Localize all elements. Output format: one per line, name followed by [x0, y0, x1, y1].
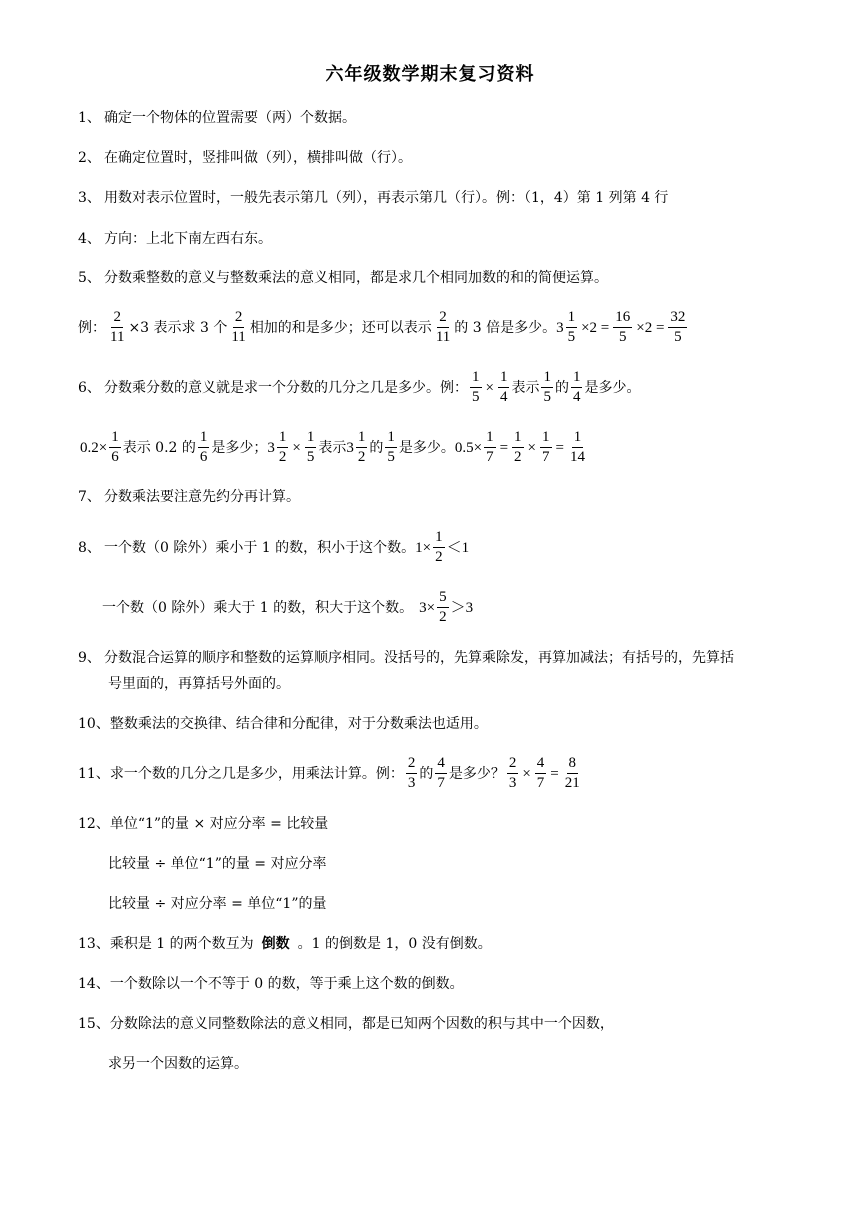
keyword-bold: 倒数: [261, 936, 290, 952]
item-12: [78, 814, 328, 834]
fraction: [613, 308, 632, 347]
math-op: ×: [527, 439, 537, 456]
math-op: ×: [485, 379, 494, 396]
text-segment: 是多少；: [211, 439, 268, 456]
item-number: 3、: [78, 190, 101, 206]
item-14: [78, 974, 464, 994]
fraction: [512, 428, 524, 467]
item-9-line-2: [108, 674, 290, 694]
item-text: 比较量 ÷ 单位“1”的量 = 对应分率: [108, 856, 327, 872]
item-13: [78, 934, 492, 954]
item-text: 分数乘分数的意义就是求一个分数的几分之几是多少。例：: [104, 379, 468, 396]
denominator: 5: [472, 389, 480, 405]
numerator: 1: [385, 428, 397, 448]
item-text: 方向：上北下南左西右东。: [104, 231, 272, 247]
denominator: 5: [306, 449, 315, 465]
item-7: [78, 487, 300, 507]
item-number: 14、: [78, 976, 110, 992]
item-number: 2、: [78, 150, 101, 166]
item-number: 13、: [78, 936, 110, 952]
item-10: [78, 714, 488, 734]
item-11: [78, 754, 584, 793]
denominator: 11: [110, 329, 125, 345]
denominator: 21: [564, 775, 580, 791]
denominator: 7: [542, 449, 550, 465]
item-text: 求一个数的几分之几是多少，用乘法计算。例：: [109, 765, 404, 782]
item-3: [78, 188, 668, 208]
fraction: [356, 428, 368, 467]
denominator: 2: [357, 449, 366, 465]
item-number: 7、: [78, 489, 101, 505]
math-op: =: [550, 765, 559, 782]
math-op: ×2 =: [636, 319, 665, 336]
text-segment: 的: [369, 439, 384, 456]
denominator: 6: [111, 449, 119, 465]
text-segment: 表示 0.2 的: [122, 439, 196, 456]
fraction: [566, 308, 578, 347]
denominator: 5: [674, 329, 682, 345]
item-text: 乘积是 1 的两个数互为: [109, 936, 254, 952]
fraction: [568, 428, 587, 467]
fraction: [434, 308, 452, 347]
math-expr: ＜1: [446, 539, 470, 556]
text-segment: 是多少。: [584, 379, 641, 396]
item-12-line-3: [108, 894, 326, 914]
item-number: 11、: [78, 765, 110, 782]
numerator: 1: [540, 428, 552, 448]
item-number: 4、: [78, 231, 101, 247]
item-2: [78, 148, 412, 168]
numerator: 1: [498, 368, 510, 388]
item-text: 分数乘法要注意先约分再计算。: [104, 489, 300, 505]
denominator: 3: [508, 775, 517, 791]
numerator: 2: [111, 308, 123, 328]
math-expr: ＞3: [450, 599, 474, 616]
item-number: 5、: [78, 270, 101, 286]
item-text: 分数除法的意义同整数除法的意义相同，都是已知两个因数的积与其中一个因数，: [109, 1016, 614, 1032]
math-op: ×: [522, 765, 531, 782]
denominator: 2: [278, 449, 287, 465]
numerator: 4: [535, 754, 547, 774]
item-text: 分数乘整数的意义与整数乘法的意义相同，都是求几个相同加数的和的简便运算。: [104, 270, 608, 286]
denominator: 7: [536, 775, 545, 791]
fraction: [498, 368, 510, 407]
numerator: 8: [567, 754, 579, 774]
fraction: [541, 368, 553, 407]
fraction: [535, 754, 547, 793]
item-number: 9、: [78, 650, 101, 666]
item-12-line-2: [108, 854, 326, 874]
item-6: [78, 368, 640, 407]
numerator: 1: [572, 428, 584, 448]
fraction: [507, 754, 519, 793]
fraction: [437, 588, 449, 627]
denominator: 14: [569, 449, 585, 465]
fraction: [305, 428, 317, 467]
fraction: [470, 368, 482, 407]
fraction: [198, 428, 210, 467]
item-text: 用数对表示位置时，一般先表示第几（列），再表示第几（行）。例：（1，4）第 1 列第 4 行: [104, 190, 669, 206]
fraction: [563, 754, 582, 793]
fraction: [435, 754, 447, 793]
math-expr: 0.5×: [454, 439, 483, 456]
item-number: 8、: [78, 539, 101, 556]
denominator: 5: [619, 329, 627, 345]
numerator: 1: [541, 368, 553, 388]
item-text: 。1 的倒数是 1，0 没有倒数。: [297, 936, 492, 952]
text-segment: 的 3 倍是多少。: [454, 319, 557, 336]
fraction: [433, 528, 445, 567]
whole-number: 3: [267, 439, 275, 456]
item-number: 1、: [78, 110, 101, 126]
numerator: 1: [470, 368, 482, 388]
item-text: 求另一个因数的运算。: [108, 1056, 248, 1072]
fraction: [571, 368, 583, 407]
item-number: 15、: [78, 1016, 110, 1032]
math-expr: 3×: [419, 599, 436, 616]
item-6-example: [80, 428, 589, 467]
item-text: 确定一个物体的位置需要（两）个数据。: [104, 110, 356, 126]
denominator: 3: [407, 775, 416, 791]
item-15: [78, 1014, 614, 1034]
numerator: 2: [507, 754, 519, 774]
denominator: 7: [486, 449, 494, 465]
denominator: 4: [499, 389, 508, 405]
item-9: [78, 648, 734, 668]
whole-number: 3: [346, 439, 354, 456]
math-expr: 0.2×: [80, 439, 108, 456]
math-op: =: [555, 439, 564, 456]
fraction: [229, 308, 247, 347]
item-text: 一个数（0 除外）乘大于 1 的数，积大于这个数。: [102, 599, 414, 616]
denominator: 2: [514, 449, 522, 465]
denominator: 6: [199, 449, 208, 465]
numerator: 4: [435, 754, 447, 774]
numerator: 1: [356, 428, 368, 448]
denominator: 5: [543, 389, 551, 405]
denominator: 2: [439, 609, 447, 625]
denominator: 5: [567, 329, 576, 345]
item-text: 在确定位置时，竖排叫做（列），横排叫做（行）。: [104, 150, 412, 166]
fraction: [108, 308, 126, 347]
item-8-continuation: [102, 588, 473, 627]
denominator: 11: [435, 329, 451, 345]
item-number: 10、: [78, 716, 110, 732]
denominator: 7: [437, 775, 445, 791]
fraction: [385, 428, 397, 467]
item-text: 一个数（0 除外）乘小于 1 的数，积小于这个数。: [104, 539, 416, 556]
text-segment: 表示: [511, 379, 540, 396]
math-expr: 1×: [415, 539, 432, 556]
text-segment: 相加的和是多少；还可以表示: [249, 319, 432, 336]
text-segment: 是多少？: [448, 765, 505, 782]
text-segment: 的: [419, 765, 434, 782]
example-label: 例：: [78, 319, 106, 336]
numerator: 1: [109, 428, 121, 448]
numerator: 1: [198, 428, 210, 448]
fraction: [668, 308, 687, 347]
numerator: 2: [233, 308, 245, 328]
item-4: [78, 229, 272, 249]
item-15-line-2: [108, 1054, 248, 1074]
text-segment: ×3 表示求 3 个: [128, 319, 228, 336]
text-segment: 表示: [318, 439, 347, 456]
numerator: 1: [277, 428, 289, 448]
item-number: 12、: [78, 816, 110, 832]
fraction: [540, 428, 552, 467]
page-title: 六年级数学期末复习资料: [325, 64, 535, 85]
whole-number: 3: [556, 319, 564, 336]
item-text: 分数混合运算的顺序和整数的运算顺序相同。没括号的，先算乘除发，再算加减法；有括号的，先算括: [104, 650, 734, 666]
fraction: [406, 754, 418, 793]
item-5: [78, 268, 608, 288]
math-op: =: [499, 439, 509, 456]
item-text: 号里面的，再算括号外面的。: [108, 676, 290, 692]
item-text: 一个数除以一个不等于 0 的数，等于乘上这个数的倒数。: [109, 976, 464, 992]
fraction: [277, 428, 289, 467]
numerator: 32: [668, 308, 687, 328]
numerator: 1: [305, 428, 317, 448]
numerator: 5: [437, 588, 449, 608]
item-text: 整数乘法的交换律、结合律和分配律，对于分数乘法也适用。: [109, 716, 488, 732]
numerator: 2: [406, 754, 418, 774]
math-op: ×2 =: [581, 319, 610, 336]
numerator: 1: [512, 428, 524, 448]
numerator: 16: [613, 308, 632, 328]
math-op: ×: [292, 439, 301, 456]
denominator: 4: [572, 389, 581, 405]
denominator: 5: [387, 449, 395, 465]
item-1: [78, 108, 356, 128]
denominator: 11: [231, 329, 246, 345]
numerator: 1: [571, 368, 583, 388]
item-5-example: [78, 308, 689, 347]
numerator: 1: [433, 528, 445, 548]
item-text: 比较量 ÷ 对应分率 = 单位“1”的量: [108, 896, 327, 912]
item-number: 6、: [78, 379, 101, 396]
text-segment: 是多少。: [398, 439, 455, 456]
denominator: 2: [435, 549, 443, 565]
item-text: 单位“1”的量 × 对应分率 = 比较量: [109, 816, 329, 832]
item-8: [78, 528, 469, 567]
numerator: 1: [566, 308, 578, 328]
numerator: 2: [437, 308, 449, 328]
text-segment: 的: [554, 379, 569, 396]
fraction: [484, 428, 496, 467]
fraction: [109, 428, 121, 467]
numerator: 1: [484, 428, 496, 448]
